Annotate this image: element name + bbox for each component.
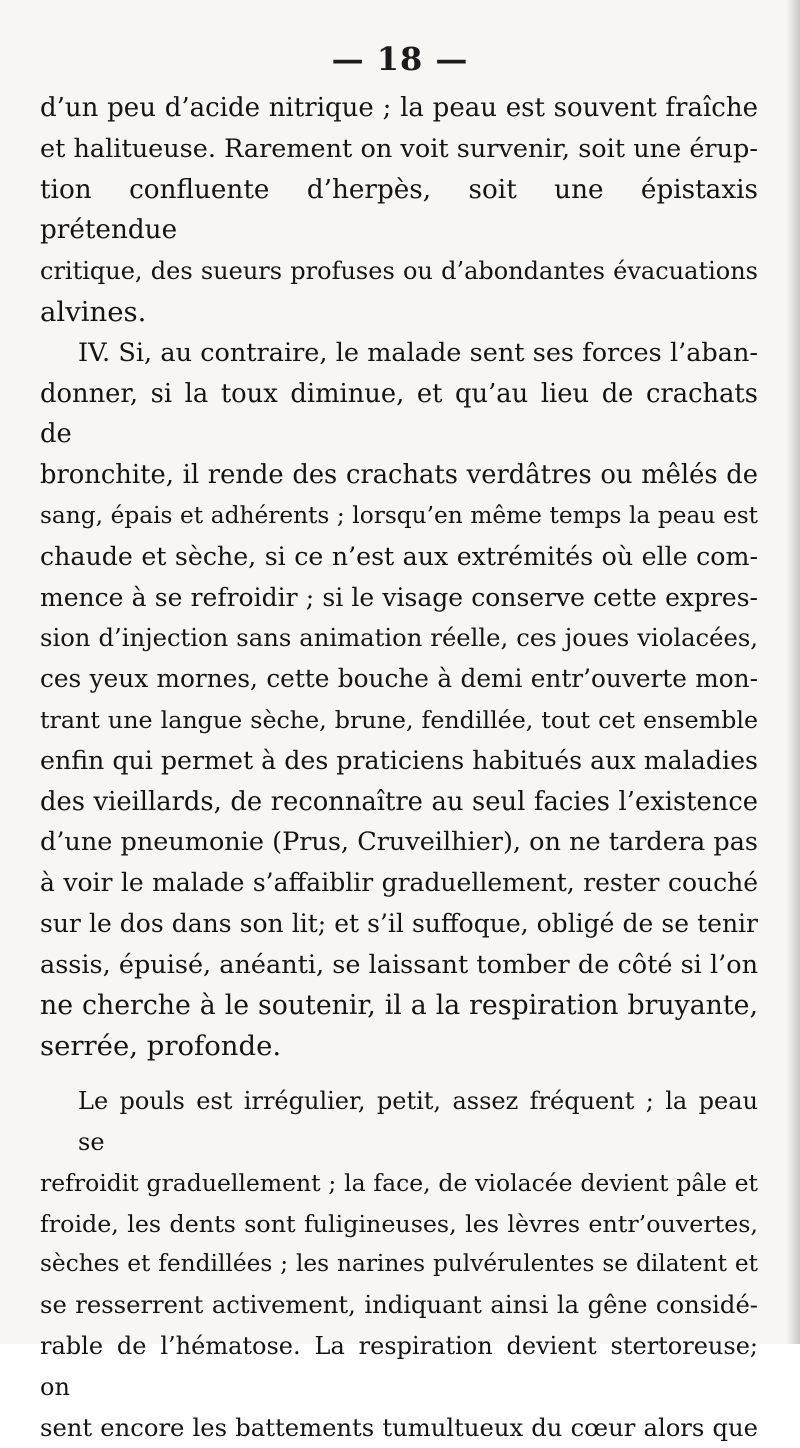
text-line: tion confluente d’herpès, soit une épistaxis prétendue <box>40 170 758 252</box>
text-line: d’un peu d’acide nitrique ; la peau est souvent fraîche <box>40 88 758 129</box>
text-line: chaude et sèche, si ce n’est aux extrémités où elle com- <box>40 537 758 578</box>
paragraph-1 <box>40 88 758 333</box>
text-line: sur le dos dans son lit; et s’il suffoque, obligé de se tenir <box>40 904 758 945</box>
text-line: sang, épais et adhérents ; lorsqu’en même temps la peau est <box>40 496 758 537</box>
paragraph-3 <box>40 1081 758 1448</box>
text-line: d’une pneumonie (Prus, Cruveilhier), on ne tardera pas <box>40 822 758 863</box>
text-line: sion d’injection sans animation réelle, ces joues violacées, <box>40 618 758 659</box>
text-line: des vieillards, de reconnaître au seul facies l’existence <box>40 782 758 823</box>
page-edge-shadow <box>786 0 800 1344</box>
text-line: à voir le malade s’affaiblir graduellement, rester couché <box>40 863 758 904</box>
text-line: IV. Si, au contraire, le malade sent ses forces l’aban- <box>40 333 758 374</box>
text-line: sèches et fendillées ; les narines pulvérulentes se dilatent et <box>40 1244 758 1285</box>
text-line: Le pouls est irrégulier, petit, assez fréquent ; la peau se <box>40 1081 758 1163</box>
text-line: assis, épuisé, anéanti, se laissant tomber de côté si l’on <box>40 945 758 986</box>
text-line: trant une langue sèche, brune, fendillée, tout cet ensemble <box>40 700 758 741</box>
text-line: et halitueuse. Rarement on voit survenir, soit une érup- <box>40 129 758 170</box>
text-line: ces yeux mornes, cette bouche à demi entr’ouverte mon- <box>40 659 758 700</box>
text-line: enfin qui permet à des praticiens habitués aux maladies <box>40 741 758 782</box>
text-line: ne cherche à le soutenir, il a la respiration bruyante, <box>40 986 758 1027</box>
text-line: alvines. <box>40 292 758 333</box>
paragraph-spacer <box>40 1067 758 1081</box>
text-line: critique, des sueurs profuses ou d’abondantes évacuations <box>40 251 758 292</box>
text-line: bronchite, il rende des crachats verdâtres ou mêlés de <box>40 455 758 496</box>
text-line: sent encore les battements tumultueux du cœur alors que <box>40 1408 758 1448</box>
page-number-header: — 18 — <box>0 40 800 78</box>
text-line: serrée, profonde. <box>40 1026 758 1067</box>
text-line: refroidit graduellement ; la face, de violacée devient pâle et <box>40 1163 758 1204</box>
text-line: froide, les dents sont fuligineuses, les lèvres entr’ouvertes, <box>40 1204 758 1245</box>
text-line: mence à se refroidir ; si le visage conserve cette expres- <box>40 578 758 619</box>
text-line: se resserrent activement, indiquant ainsi la gêne considé- <box>40 1285 758 1326</box>
text-line: donner, si la toux diminue, et qu’au lieu de crachats de <box>40 374 758 456</box>
text-line: rable de l’hématose. La respiration devient stertoreuse; on <box>40 1326 758 1408</box>
page-body <box>40 88 758 1448</box>
paragraph-2 <box>40 333 758 1067</box>
